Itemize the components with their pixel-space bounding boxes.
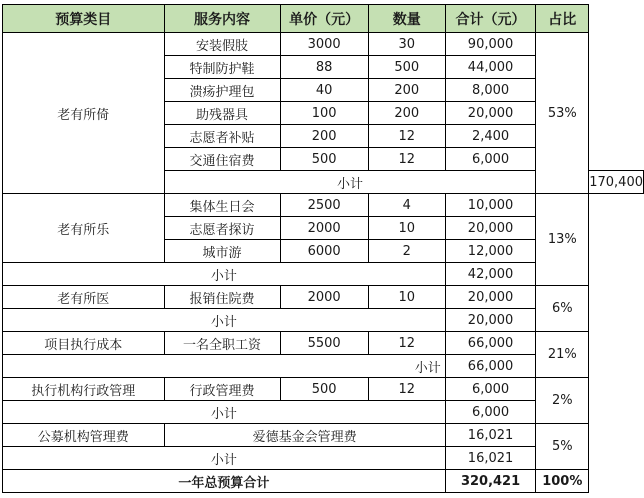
total-cell: 6,000 [445,148,536,171]
header-row [3,5,644,33]
ratio-cell: 53% [536,33,589,194]
item-cell: 志愿者探访 [164,217,280,240]
grand-total-label: 一年总预算合计 [3,470,446,493]
price-cell: 500 [280,378,368,401]
qty-cell: 12 [368,378,445,401]
category-cell: 老有所倚 [3,33,165,194]
price-cell: 500 [280,148,368,171]
price-cell: 6000 [280,240,368,263]
table-row [3,194,644,217]
total-cell: 2,400 [445,125,536,148]
qty-cell: 12 [368,148,445,171]
ratio-cell: 21% [536,332,589,378]
qty-cell: 4 [368,194,445,217]
item-cell: 志愿者补贴 [164,125,280,148]
total-cell: 6,000 [445,378,536,401]
total-cell: 42,000 [445,263,536,286]
category-cell: 执行机构行政管理 [3,378,165,401]
subtotal-label: 小计 [3,309,446,332]
subtotal-label: 小计 [3,401,446,424]
subtotal-label: 小计 [3,355,446,378]
total-cell: 12,000 [445,240,536,263]
total-cell: 170,400 [589,171,644,194]
budget-table [2,4,644,493]
header-cell: 数量 [368,5,445,33]
total-cell: 6,000 [445,401,536,424]
total-cell: 10,000 [445,194,536,217]
qty-cell: 10 [368,286,445,309]
header-cell: 预算类目 [3,5,165,33]
category-cell: 老有所乐 [3,194,165,263]
table-row [3,33,644,56]
item-cell: 爱德基金会管理费 [164,424,445,447]
total-cell: 20,000 [445,102,536,125]
item-cell: 行政管理费 [164,378,280,401]
price-cell: 100 [280,102,368,125]
qty-cell: 500 [368,56,445,79]
total-cell: 66,000 [445,332,536,355]
price-cell: 88 [280,56,368,79]
price-cell: 200 [280,125,368,148]
total-cell: 90,000 [445,33,536,56]
item-cell: 集体生日会 [164,194,280,217]
qty-cell: 200 [368,102,445,125]
ratio-cell: 2% [536,378,589,424]
category-cell: 老有所医 [3,286,165,309]
header-cell: 合计（元） [445,5,536,33]
grand-total-ratio: 100% [536,470,589,493]
subtotal-label: 小计 [3,447,446,470]
table-row [3,378,644,401]
total-cell: 20,000 [445,309,536,332]
price-cell: 2500 [280,194,368,217]
subtotal-label: 小计 [3,263,446,286]
qty-cell: 10 [368,217,445,240]
item-cell: 助残器具 [164,102,280,125]
qty-cell: 12 [368,332,445,355]
qty-cell: 2 [368,240,445,263]
qty-cell: 200 [368,79,445,102]
header-cell: 服务内容 [164,5,280,33]
header-cell: 占比 [536,5,589,33]
category-cell: 项目执行成本 [3,332,165,355]
grand-total-row [3,470,644,493]
table-row [3,424,644,447]
total-cell: 16,021 [445,424,536,447]
category-cell: 公募机构管理费 [3,424,165,447]
item-cell: 交通住宿费 [164,148,280,171]
table-row [3,332,644,355]
ratio-cell: 6% [536,286,589,332]
qty-cell: 30 [368,33,445,56]
ratio-cell: 5% [536,424,589,470]
subtotal-label: 小计 [164,171,536,194]
qty-cell: 12 [368,125,445,148]
item-cell: 城市游 [164,240,280,263]
total-cell: 20,000 [445,217,536,240]
header-cell: 单价（元） [280,5,368,33]
item-cell: 特制防护鞋 [164,56,280,79]
price-cell: 3000 [280,33,368,56]
price-cell: 2000 [280,217,368,240]
price-cell: 40 [280,79,368,102]
total-cell: 44,000 [445,56,536,79]
table-row [3,286,644,309]
item-cell: 安装假肢 [164,33,280,56]
total-cell: 16,021 [445,447,536,470]
price-cell: 5500 [280,332,368,355]
ratio-cell: 13% [536,194,589,286]
price-cell: 2000 [280,286,368,309]
total-cell: 66,000 [445,355,536,378]
total-cell: 20,000 [445,286,536,309]
item-cell: 报销住院费 [164,286,280,309]
item-cell: 溃疡护理包 [164,79,280,102]
grand-total-value: 320,421 [445,470,536,493]
total-cell: 8,000 [445,79,536,102]
item-cell: 一名全职工资 [164,332,280,355]
